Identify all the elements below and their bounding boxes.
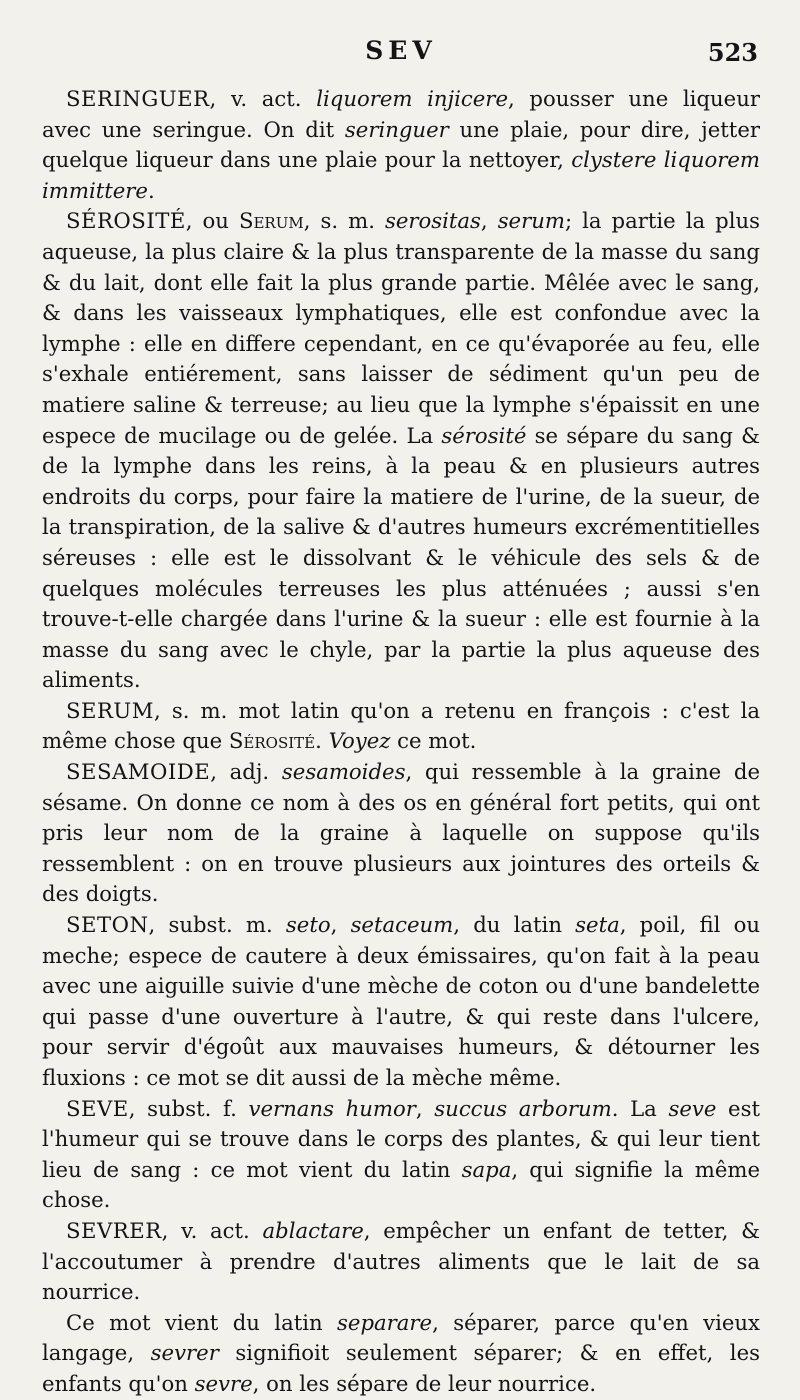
latin-term: separare bbox=[337, 1309, 433, 1335]
entry-text: , subst. m. bbox=[148, 912, 286, 938]
entry-text: ce mot. bbox=[390, 728, 477, 754]
dictionary-entry bbox=[42, 206, 760, 696]
dictionary-entry bbox=[42, 1216, 760, 1308]
entry-text: , s. m. bbox=[303, 208, 385, 234]
latin-term: sevre bbox=[194, 1370, 253, 1396]
entry-text: , du latin bbox=[453, 912, 576, 938]
latin-term: sevrer bbox=[150, 1340, 219, 1366]
entry-text: , pousser une liqueur avec une seringue. On dit bbox=[42, 86, 760, 142]
page-number: 523 bbox=[707, 38, 758, 67]
cross-reference: Sérosité bbox=[228, 728, 316, 754]
entry-text: se sépare du sang & de la lymphe dans les reins, à la peau & en plusieurs autres endroits du corps, pour faire la matiere de l'urine, de la sueur, de la transpiration, de la salive & d'autres humeurs excrémentitielles séreuses : elle est le dissolvant & le véhicule des sels & de quelques molécules terreuses les plus atténuées ; aussi s'en trouve-t-elle chargée dans l'urine & la sueur : elle est fournie à la masse du sang avec le chyle, par la partie la plus aqueuse des aliments. bbox=[42, 422, 760, 693]
entry-headword: SERUM bbox=[66, 697, 154, 723]
latin-term: ablactare bbox=[262, 1217, 364, 1243]
dictionary-entries bbox=[42, 84, 760, 1400]
entry-text: ; la partie la plus aqueuse, la plus claire & la plus transparente de la masse du sang & du lait, dont elle fait la plus grande partie. Mêlée avec le sang, & dans les vaisseaux lymphatiques, elle est confondue avec la lymphe : elle en differe cependant, en ce qu'évaporée au feu, elle s'exhale entiérement, sans laisser de sédiment qu'un peu de matiere saline & terreuse; au lieu que la lymphe s'épaissit en une espece de mucilage ou de gelée. La bbox=[42, 208, 760, 448]
entry-text: . bbox=[147, 177, 155, 203]
entry-text: , on les sépare de leur nourrice. bbox=[252, 1370, 597, 1396]
entry-text: , v. act. bbox=[209, 86, 317, 111]
entry-text: , subst. f. bbox=[128, 1095, 249, 1121]
latin-term: setaceum bbox=[350, 912, 454, 938]
latin-term: serositas bbox=[384, 208, 481, 234]
entry-text: , qui signifie la même chose. bbox=[42, 1156, 760, 1213]
entry-text: , poil, fil ou meche; espece de cautere à deux émissaires, qu'on fait à la peau avec une aiguille suivie d'une mèche de coton ou d'une bandelette qui passe d'une ouverture à l'autre, & qui reste dans l'ulcere, pour servir d'égoût aux mauvaises humeurs, & détourner les fluxions : ce mot se dit aussi de la mèche même. bbox=[42, 912, 760, 1090]
latin-term: succus arborum bbox=[434, 1095, 612, 1121]
entry-text: , s. m. mot latin qu'on a retenu en françois : c'est la même chose que bbox=[42, 697, 760, 754]
latin-term: serum bbox=[497, 208, 565, 234]
latin-term: seve bbox=[668, 1095, 717, 1121]
entry-text: est l'humeur qui se trouve dans le corps des plantes, & qui leur tient lieu de sang : ce mot vient du latin bbox=[42, 1095, 760, 1182]
latin-term: sapa bbox=[461, 1156, 512, 1182]
running-head: SEV bbox=[365, 36, 437, 65]
page-header bbox=[42, 36, 760, 80]
latin-term: vernans humor bbox=[248, 1095, 416, 1121]
dictionary-entry bbox=[42, 1308, 760, 1400]
entry-text: une plaie, pour dire, jetter quelque liqueur dans une plaie pour la nettoyer, bbox=[42, 116, 760, 173]
dictionary-entry bbox=[42, 696, 760, 757]
latin-term: sérosité bbox=[441, 422, 527, 448]
entry-text: Ce mot vient du latin bbox=[66, 1309, 338, 1335]
latin-term: clystere liquorem immittere bbox=[42, 147, 760, 203]
entry-text: . bbox=[315, 728, 329, 754]
dictionary-entry bbox=[42, 1094, 760, 1216]
latin-term: liquorem injicere bbox=[316, 86, 508, 111]
latin-term: seto bbox=[285, 912, 331, 938]
entry-text: , v. act. bbox=[161, 1217, 263, 1243]
entry-headword: SEVRER bbox=[66, 1217, 162, 1243]
entry-text: , bbox=[330, 912, 351, 938]
entry-text: . La bbox=[611, 1095, 669, 1121]
entry-text: , bbox=[415, 1095, 435, 1121]
entry-text: signifioit seulement séparer; & en effet, les enfants qu'on bbox=[42, 1340, 760, 1396]
latin-term: seringuer bbox=[344, 116, 449, 142]
dictionary-entry bbox=[42, 910, 760, 1094]
entry-headword: SÉROSITÉ bbox=[66, 208, 186, 234]
dictionary-entry bbox=[42, 757, 760, 910]
entry-text: , séparer, parce qu'en vieux langage, bbox=[42, 1309, 760, 1366]
latin-term: Voyez bbox=[328, 728, 391, 754]
dictionary-entry bbox=[42, 84, 760, 206]
latin-term: seta bbox=[575, 912, 620, 938]
latin-term: sesamoides bbox=[281, 759, 406, 785]
entry-text: , ou bbox=[185, 208, 239, 234]
entry-headword: SESAMOIDE bbox=[66, 759, 211, 785]
entry-text: , empêcher un enfant de tetter, & l'accoutumer à prendre d'autres aliments que le lait de sa nourrice. bbox=[42, 1217, 760, 1305]
entry-headword: SEVE bbox=[66, 1095, 129, 1121]
entry-text: , adj. bbox=[210, 759, 282, 785]
entry-text: , qui ressemble à la graine de sésame. On donne ce nom à des os en général fort petits, qui ont pris leur nom de la graine à laquelle on suppose qu'ils ressemblent : on en trouve plusieurs aux jointures des orteils & des doigts. bbox=[42, 759, 760, 907]
cross-reference: Serum bbox=[238, 208, 304, 234]
entry-headword: SETON bbox=[66, 912, 149, 938]
entry-text: , bbox=[480, 208, 498, 234]
entry-headword: SERINGUER bbox=[66, 86, 210, 111]
